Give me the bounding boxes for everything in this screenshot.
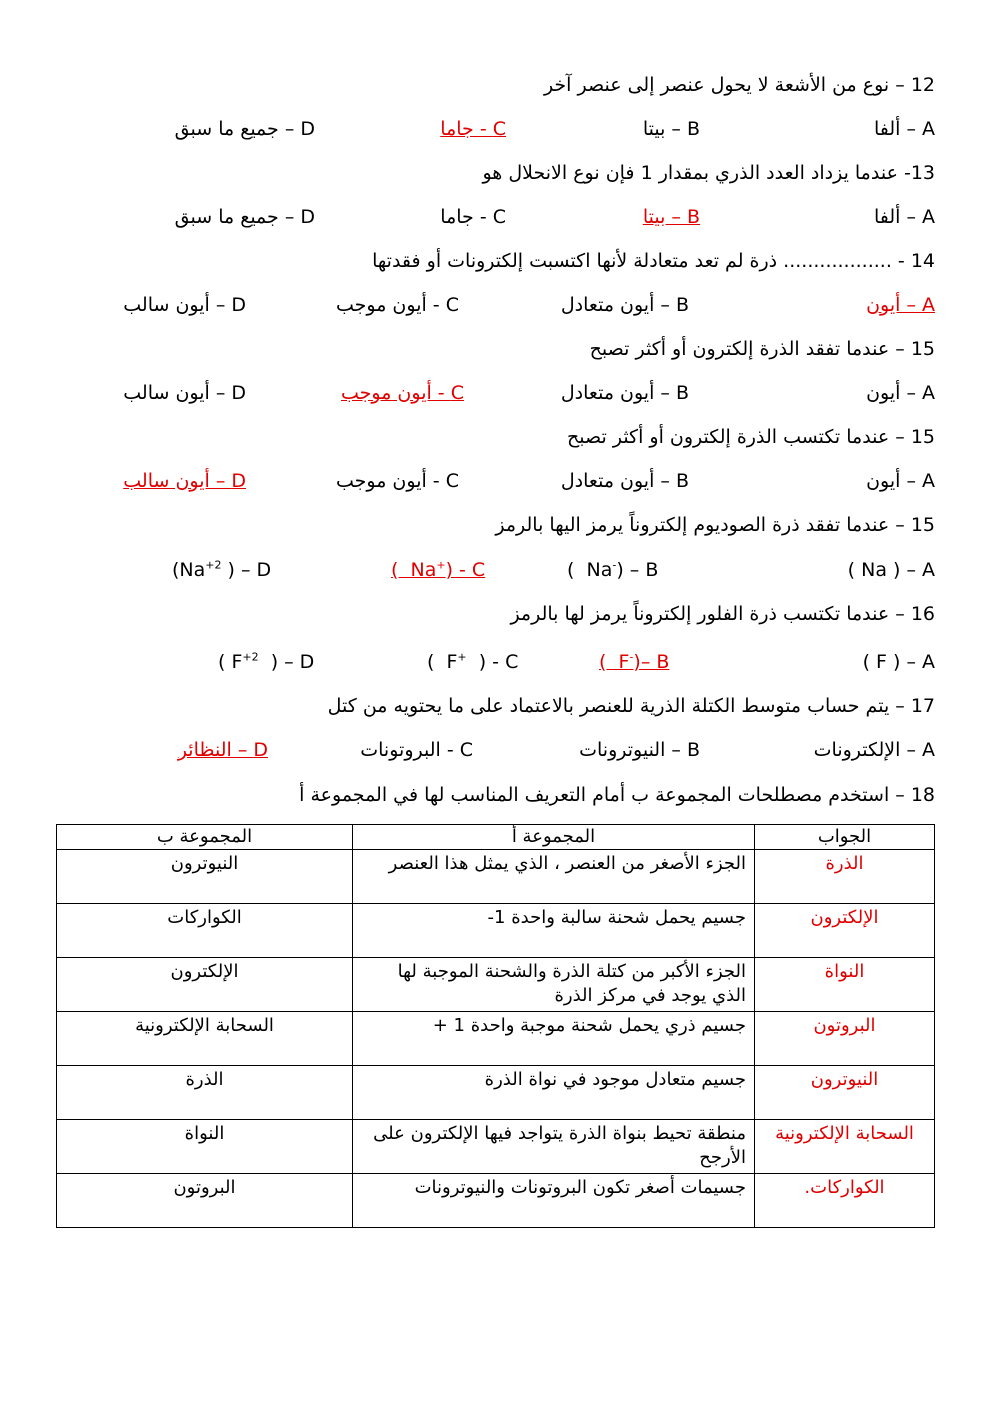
table-row [57, 850, 935, 904]
q17-option-d-answer: D – النظائر [177, 739, 268, 761]
q16-option-b-answer: ( F-)– B [599, 650, 670, 673]
q16-option-a: ( F ) – A [862, 651, 935, 673]
q15a-option-d: D – أيون سالب [123, 382, 246, 404]
plus-superscript: + [457, 650, 467, 664]
q15c-option-d: ($Na^{+2}$ ) – D [172, 558, 272, 581]
minus-superscript: - [629, 650, 634, 664]
group-a-cell: جسيم ذري يحمل شحنة موجبة واحدة 1 + [353, 1012, 755, 1066]
table-row [57, 1066, 935, 1120]
group-a-cell: جسيم متعادل موجود في نواة الذرة [353, 1066, 755, 1120]
header-group-a: المجموعة أ [353, 825, 755, 850]
answer-cell: الكواركات. [755, 1174, 935, 1228]
question-15a-stem: 15 – عندما تفقد الذرة إلكترون أو أكثر تصبح [589, 338, 935, 360]
q14-option-d: D – أيون سالب [123, 294, 246, 316]
q14-option-b: B – أيون متعادل [560, 294, 689, 316]
answer-cell: النواة [755, 958, 935, 1012]
group-a-cell: جسيمات أصغر تكون البروتونات والنيوترونات [353, 1174, 755, 1228]
question-15c-stem: 15 – عندما تفقد ذرة الصوديوم إلكتروناً يرمز اليها بالرمز [495, 514, 935, 536]
question-15b-stem: 15 – عندما تكتسب الذرة إلكترون أو أكثر تصبح [567, 426, 935, 448]
group-b-cell: الكواركات [57, 904, 353, 958]
q15b-option-b: B – أيون متعادل [560, 470, 689, 492]
q12-option-b: B – بيتا [642, 118, 700, 140]
q15c-option-b: ( Na-) – B [567, 558, 659, 581]
q15c-option-a: ( Na ) – A [847, 559, 935, 581]
group-b-cell: النيوترون [57, 850, 353, 904]
question-14-stem: 14 - .................. ذرة لم تعد متعادلة لأنها اكتسبت إلكترونات أو فقدتها [372, 250, 935, 272]
question-12-stem: 12 – نوع من الأشعة لا يحول عنصر إلى عنصر آخر [543, 74, 935, 96]
q13-option-d: D – جميع ما سبق [174, 206, 315, 228]
q17-option-c: C - البروتونات [360, 739, 473, 761]
q15b-option-a: A – أيون [866, 470, 935, 492]
answer-cell: الإلكترون [755, 904, 935, 958]
question-13-stem: 13- عندما يزداد العدد الذري بمقدار 1 فإن نوع الانحلال هو [482, 162, 935, 184]
plus2-superscript: +2 [205, 558, 222, 572]
group-b-cell: البروتون [57, 1174, 353, 1228]
table-row [57, 904, 935, 958]
header-answer: الجواب [755, 825, 935, 850]
group-b-cell: الإلكترون [57, 958, 353, 1012]
answer-cell: الذرة [755, 850, 935, 904]
group-a-cell: منطقة تحيط بنواة الذرة يتواجد فيها الإلكترون على الأرجح [353, 1120, 755, 1174]
q12-option-c-answer: C - جاما [440, 118, 506, 140]
q15c-option-c-answer: ( Na+) - C [391, 558, 486, 581]
table-header-row [57, 825, 935, 850]
plus2-superscript: +2 [242, 650, 259, 664]
q13-option-a: A – ألفا [873, 206, 935, 228]
q17-option-a: A – الإلكترونات [813, 739, 935, 761]
table-row [57, 1120, 935, 1174]
q15b-option-c: C - أيون موجب [336, 470, 459, 492]
q15a-option-c-answer: C - أيون موجب [341, 382, 464, 404]
matching-table [56, 824, 935, 1228]
group-a-cell: الجزء الأكبر من كتلة الذرة والشحنة الموجبة لها الذي يوجد في مركز الذرة [353, 958, 755, 1012]
answer-cell: النيوترون [755, 1066, 935, 1120]
table-row [57, 958, 935, 1012]
table-row [57, 1174, 935, 1228]
q15b-option-d-answer: D – أيون سالب [123, 470, 246, 492]
q15a-option-b: B – أيون متعادل [560, 382, 689, 404]
table-row [57, 1012, 935, 1066]
q16-option-d: ( $F^{+2}$ ) – D [218, 650, 315, 673]
q15a-option-a: A – أيون [866, 382, 935, 404]
q12-option-a: A – ألفا [873, 118, 935, 140]
question-17-stem: 17 – يتم حساب متوسط الكتلة الذرية للعنصر بالاعتماد على ما يحتويه من كتل [327, 695, 935, 717]
question-16-stem: 16 – عندما تكتسب ذرة الفلور إلكتروناً يرمز لها بالرمز [510, 603, 935, 625]
group-a-cell: جسيم يحمل شحنة سالبة واحدة 1- [353, 904, 755, 958]
group-b-cell: الذرة [57, 1066, 353, 1120]
plus-superscript: + [436, 558, 446, 572]
q14-option-c: C - أيون موجب [336, 294, 459, 316]
group-a-cell: الجزء الأصغر من العنصر ، الذي يمثل هذا العنصر [353, 850, 755, 904]
answer-cell: السحابة الإلكترونية [755, 1120, 935, 1174]
q17-option-b: B – النيوترونات [579, 739, 700, 761]
minus-superscript: - [612, 558, 617, 572]
q13-option-c: C - جاما [440, 206, 506, 228]
group-b-cell: النواة [57, 1120, 353, 1174]
group-b-cell: السحابة الإلكترونية [57, 1012, 353, 1066]
q13-option-b-answer: B – بيتا [642, 206, 700, 228]
answer-cell: البروتون [755, 1012, 935, 1066]
question-18-stem: 18 – استخدم مصطلحات المجموعة ب أمام التعريف المناسب لها في المجموعة أ [299, 784, 935, 806]
q12-option-d: D – جميع ما سبق [174, 118, 315, 140]
header-group-b: المجموعة ب [57, 825, 353, 850]
q16-option-c: ( F+ ) - C [427, 650, 519, 673]
q14-option-a-answer: A – أيون [866, 294, 935, 316]
